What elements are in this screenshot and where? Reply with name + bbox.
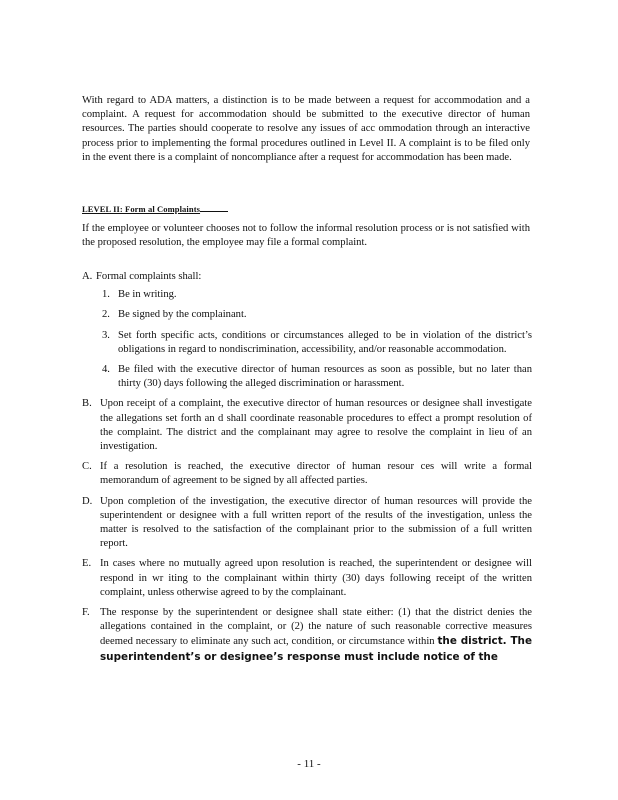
section-a — [82, 270, 532, 391]
heading-underline-extension — [200, 211, 228, 212]
subitem-2-text: Be signed by the complainant. — [118, 309, 247, 321]
section-a-marker: A. — [82, 271, 93, 282]
subitem-1-marker: 1. — [102, 289, 110, 301]
subitem-4-marker: 4. — [102, 364, 110, 376]
section-e-marker: E. — [82, 558, 92, 570]
intro-paragraph: With regard to ADA matters, a distinction is to be made between a request for accommodation and a complaint. A request for accommodation should be submitted to the executive director of human resources. The parties should cooperate to resolve any issues of acc ommodation through an interactive process prior to implementing the formal procedures outlined in Level II. A complaint is to be filed only in the event there is a complaint of noncompliance after a request for accommodation has been made. — [82, 95, 530, 163]
subitem-4-text: Be filed with the executive director of human resources as soon as possible, but no later than thirty (30) days following the alleged discrimination or harassment. — [118, 364, 532, 390]
section-d-marker: D. — [82, 495, 93, 507]
section-a-line — [82, 270, 532, 284]
section-b-marker: B. — [82, 398, 92, 410]
complaint-procedure-list — [82, 270, 532, 671]
section-e-text: In cases where no mutually agreed upon resolution is reached, the superintendent or designee will respond in wr iting to the complainant within thirty (30) days following receipt of the written complaint, unless otherwise agreed to by the complainant. — [100, 558, 532, 598]
subitem-2 — [82, 308, 532, 322]
section-c-marker: C. — [82, 461, 92, 473]
subitem-1-text: Be in writing. — [118, 289, 177, 301]
section-f — [82, 606, 532, 665]
level-heading — [82, 204, 248, 214]
subitem-3 — [82, 329, 532, 357]
section-f-text: The response by the superintendent or designee shall state either: (1) that the district denies the allegations contained in the complaint, or (2) the nature of such reasonable corrective measures deemed necessary to eliminate any such act, condition, or circumstance within — [100, 607, 532, 648]
level-paragraph: If the employee or volunteer chooses not to follow the informal resolution process or is not satisfied with the proposed resolution, the employee may file a formal complaint. — [82, 223, 530, 249]
subitem-3-text: Set forth specific acts, conditions or circumstances alleged to be in violation of the district’s obligations in regard to nondiscrimination, accessibility, and/or reasonable accommodation. — [118, 329, 532, 355]
section-d — [82, 495, 532, 552]
subitem-4 — [82, 363, 532, 391]
subitem-2-marker: 2. — [102, 309, 110, 321]
section-d-text: Upon completion of the investigation, the executive director of human resources will provide the superintendent or designee with a full written report of the results of the investigation, unless the matter is resolved to the satisfaction of the complainant prior to the submission of a full written report. — [100, 495, 532, 550]
section-f-bold-continuation: the district. The superintendent’s or designee’s response must include notice of the — [100, 635, 532, 663]
level-heading-text: LEVEL II: Form al Complaints — [82, 204, 201, 214]
section-b-text: Upon receipt of a complaint, the executive director of human resources or designee shall investigate the allegations set forth an d shall coordinate reasonable procedures to effect a prompt resolution of the complaint. The district and the complainant may agree to resolve the complaint in lieu of an investigation. — [100, 398, 532, 453]
page-number: - 11 - — [297, 758, 321, 770]
section-b — [82, 397, 532, 454]
section-c — [82, 460, 532, 488]
subitem-3-marker: 3. — [102, 329, 110, 341]
section-e — [82, 557, 532, 600]
section-f-marker: F. — [82, 607, 90, 619]
section-a-text: Formal complaints shall: — [96, 271, 202, 282]
section-c-text: If a resolution is reached, the executive director of human resour ces will write a formal memorandum of agreement to be signed by all affected parties. — [100, 461, 532, 487]
subitem-1 — [82, 288, 532, 302]
